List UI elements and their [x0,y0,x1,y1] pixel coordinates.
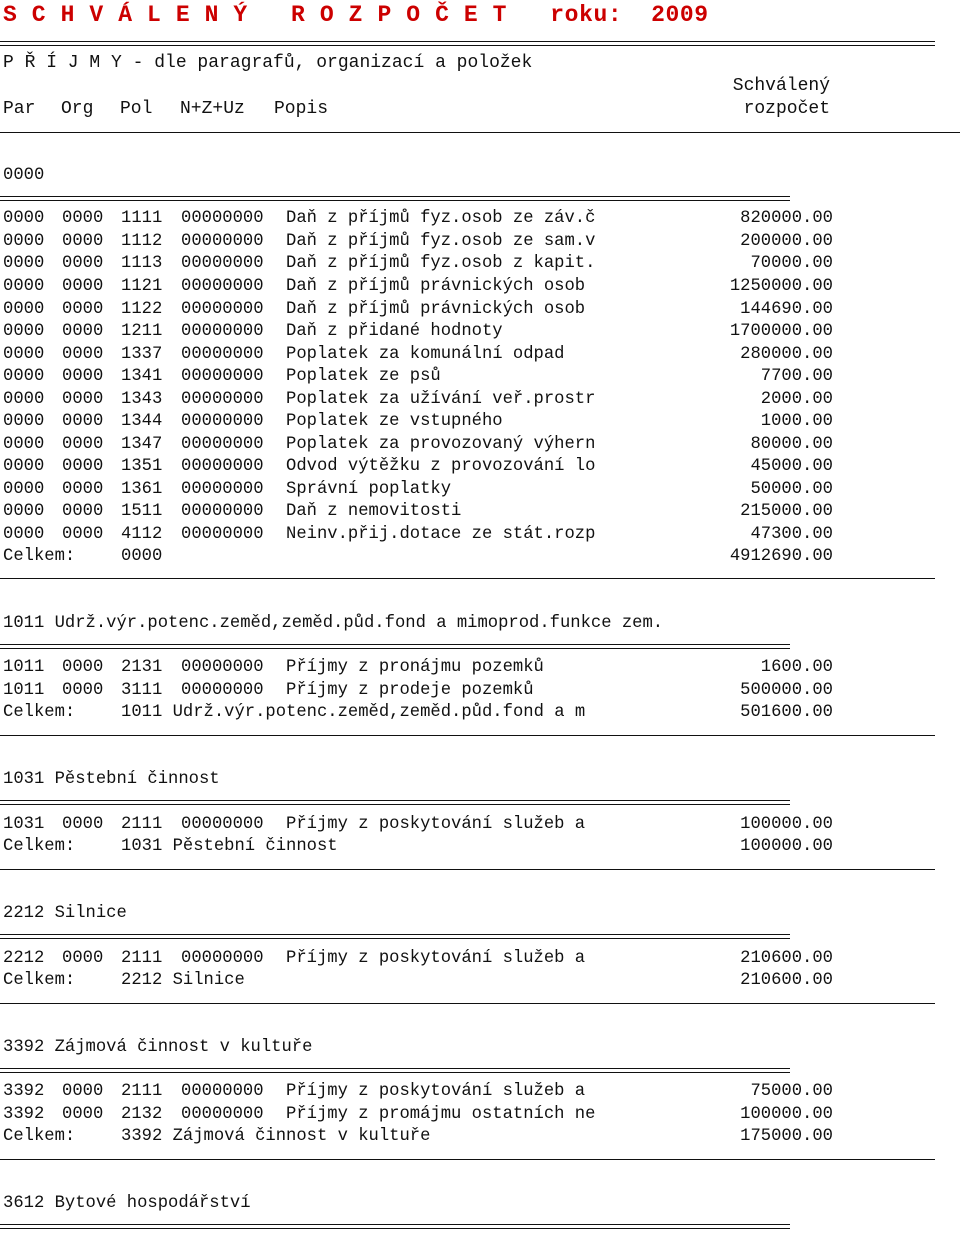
cell-popis: Příjmy z poskytování služeb a [286,815,586,834]
cell-pol: 1347 [121,435,163,454]
cell-nzu: 00000000 [181,502,264,521]
cell-popis: Poplatek za užívání veř.prostr [286,390,596,409]
cell-amount: 280000.00 [740,345,833,364]
cell-nzu: 00000000 [181,949,264,968]
cell-popis: Poplatek za komunální odpad [286,345,565,364]
cell-nzu: 00000000 [181,658,264,677]
cell-popis: Daň z příjmů právnických osob [286,300,586,319]
table-row [3,366,833,388]
cell-pol: 1343 [121,390,163,409]
cell-nzu: 00000000 [181,345,264,364]
cell-pol: 2111 [121,1082,163,1101]
table-row [3,501,833,523]
section-heading: 2212 Silnice [3,904,127,923]
cell-amount: 1700000.00 [729,322,833,341]
table-row [3,321,833,343]
cell-nzu: 00000000 [181,457,264,476]
cell-nzu: 00000000 [181,322,264,341]
cell-pol: 1351 [121,457,163,476]
cell-pol: 1361 [121,480,163,499]
total-amount: 175000.00 [740,1127,833,1146]
section-heading-divider [0,644,790,649]
total-amount: 210600.00 [740,971,833,990]
cell-par: 1011 [3,658,45,677]
section-heading: 3612 Bytové hospodářství [3,1194,251,1213]
cell-pol: 2132 [121,1105,163,1124]
table-row [3,524,833,546]
cell-par: 0000 [3,502,45,521]
cell-par: 0000 [3,345,45,364]
section-total-row [3,702,833,724]
cell-popis: Daň z příjmů právnických osob [286,277,586,296]
cell-org: 0000 [62,480,104,499]
cell-amount: 45000.00 [750,457,833,476]
cell-org: 0000 [62,412,104,431]
total-label: Celkem: [3,703,76,722]
cell-amount: 70000.00 [750,254,833,273]
total-text: 1031 Pěstební činnost [121,837,338,856]
section-heading: 3392 Zájmová činnost v kultuře [3,1038,313,1057]
cell-popis: Příjmy z poskytování služeb a [286,949,586,968]
cell-pol: 1211 [121,322,163,341]
section-heading: 0000 [3,166,45,185]
cell-popis: Daň z přidané hodnoty [286,322,503,341]
cell-amount: 47300.00 [750,525,833,544]
cell-nzu: 00000000 [181,435,264,454]
report-title: S C H V Á L E N Ý R O Z P O Č E T roku: 2009 [3,2,709,28]
cell-amount: 200000.00 [740,232,833,251]
cell-org: 0000 [62,277,104,296]
cell-par: 0000 [3,322,45,341]
total-label: Celkem: [3,1127,76,1146]
cell-nzu: 00000000 [181,525,264,544]
cell-par: 3392 [3,1082,45,1101]
cell-pol: 2111 [121,949,163,968]
table-row [3,299,833,321]
cell-par: 0000 [3,390,45,409]
table-row [3,456,833,478]
cell-org: 0000 [62,322,104,341]
section-heading-divider [0,800,790,805]
total-text: 1011 Udrž.výr.potenc.zeměd,zeměd.půd.fond a m [121,703,586,722]
cell-popis: Daň z příjmů fyz.osob z kapit. [286,254,596,273]
cell-nzu: 00000000 [181,209,264,228]
cell-par: 0000 [3,525,45,544]
cell-amount: 144690.00 [740,300,833,319]
cell-popis: Daň z příjmů fyz.osob ze záv.č [286,209,596,228]
table-row [3,814,833,836]
table-row [3,411,833,433]
column-header-nzu: N+Z+Uz [180,99,245,119]
cell-nzu: 00000000 [181,681,264,700]
cell-pol: 2131 [121,658,163,677]
report-subtitle: P Ř Í J M Y - dle paragrafů, organizací a položek [3,53,533,73]
cell-org: 0000 [62,390,104,409]
section-heading-divider [0,1224,790,1229]
table-row [3,434,833,456]
table-row [3,389,833,411]
cell-nzu: 00000000 [181,390,264,409]
section-heading-divider [0,1068,790,1073]
cell-popis: Odvod výtěžku z provozování lo [286,457,596,476]
cell-nzu: 00000000 [181,1082,264,1101]
cell-amount: 820000.00 [740,209,833,228]
cell-org: 0000 [62,457,104,476]
table-row [3,344,833,366]
cell-nzu: 00000000 [181,480,264,499]
cell-org: 0000 [62,1105,104,1124]
cell-amount: 100000.00 [740,1105,833,1124]
cell-org: 0000 [62,1082,104,1101]
cell-amount: 7700.00 [760,367,833,386]
cell-pol: 3111 [121,681,163,700]
cell-amount: 100000.00 [740,815,833,834]
total-label: Celkem: [3,547,76,566]
cell-org: 0000 [62,367,104,386]
cell-amount: 75000.00 [750,1082,833,1101]
cell-popis: Neinv.přij.dotace ze stát.rozp [286,525,596,544]
cell-pol: 1111 [121,209,163,228]
total-text: 0000 [121,547,163,566]
cell-org: 0000 [62,525,104,544]
cell-popis: Poplatek za provozovaný výhern [286,435,596,454]
cell-pol: 1337 [121,345,163,364]
cell-popis: Příjmy z promájmu ostatních ne [286,1105,596,1124]
cell-nzu: 00000000 [181,232,264,251]
section-heading-divider [0,934,790,939]
cell-nzu: 00000000 [181,1105,264,1124]
total-amount: 501600.00 [740,703,833,722]
section-heading: 1011 Udrž.výr.potenc.zeměd,zeměd.půd.fond a mimoprod.funkce zem. [3,614,664,633]
cell-org: 0000 [62,815,104,834]
cell-pol: 1122 [121,300,163,319]
cell-amount: 1600.00 [760,658,833,677]
cell-pol: 2111 [121,815,163,834]
cell-par: 0000 [3,232,45,251]
column-header-amount-line2: rozpočet [743,99,830,119]
cell-amount: 50000.00 [750,480,833,499]
cell-amount: 500000.00 [740,681,833,700]
table-row [3,1104,833,1126]
header-divider [0,132,960,133]
cell-popis: Daň z příjmů fyz.osob ze sam.v [286,232,596,251]
section-divider [0,869,935,870]
cell-pol: 1511 [121,502,163,521]
cell-popis: Příjmy z pronájmu pozemků [286,658,544,677]
section-heading: 1031 Pěstební činnost [3,770,220,789]
cell-org: 0000 [62,658,104,677]
cell-org: 0000 [62,300,104,319]
cell-popis: Správní poplatky [286,480,452,499]
cell-pol: 4112 [121,525,163,544]
cell-org: 0000 [62,254,104,273]
cell-popis: Daň z nemovitosti [286,502,462,521]
cell-par: 3392 [3,1105,45,1124]
cell-popis: Poplatek ze psů [286,367,441,386]
cell-nzu: 00000000 [181,367,264,386]
total-text: 2212 Silnice [121,971,245,990]
cell-amount: 210600.00 [740,949,833,968]
table-row [3,253,833,275]
cell-nzu: 00000000 [181,300,264,319]
section-total-row [3,1126,833,1148]
cell-par: 0000 [3,209,45,228]
cell-par: 2212 [3,949,45,968]
total-label: Celkem: [3,971,76,990]
column-header-par: Par [3,99,36,119]
table-row [3,1081,833,1103]
cell-pol: 1121 [121,277,163,296]
cell-pol: 1344 [121,412,163,431]
cell-org: 0000 [62,502,104,521]
cell-pol: 1113 [121,254,163,273]
title-divider [0,41,935,46]
total-amount: 4912690.00 [729,547,833,566]
cell-amount: 80000.00 [750,435,833,454]
cell-popis: Poplatek ze vstupného [286,412,503,431]
section-heading-divider [0,196,790,201]
section-total-row [3,546,833,568]
cell-org: 0000 [62,345,104,364]
total-amount: 100000.00 [740,837,833,856]
cell-org: 0000 [62,681,104,700]
cell-par: 0000 [3,435,45,454]
table-row [3,948,833,970]
cell-nzu: 00000000 [181,412,264,431]
column-header-popis: Popis [274,99,329,119]
cell-par: 0000 [3,480,45,499]
cell-par: 0000 [3,367,45,386]
cell-popis: Příjmy z poskytování služeb a [286,1082,586,1101]
table-row [3,479,833,501]
cell-nzu: 00000000 [181,254,264,273]
section-divider [0,735,935,736]
cell-amount: 2000.00 [760,390,833,409]
cell-par: 1011 [3,681,45,700]
section-divider [0,1159,935,1160]
cell-par: 1031 [3,815,45,834]
table-row [3,680,833,702]
cell-par: 0000 [3,277,45,296]
total-label: Celkem: [3,837,76,856]
cell-amount: 1250000.00 [729,277,833,296]
table-row [3,231,833,253]
table-row [3,276,833,298]
total-text: 3392 Zájmová činnost v kultuře [121,1127,431,1146]
table-row [3,208,833,230]
section-divider [0,1003,935,1004]
cell-popis: Příjmy z prodeje pozemků [286,681,534,700]
cell-org: 0000 [62,435,104,454]
table-row [3,657,833,679]
column-header-pol: Pol [120,99,153,119]
cell-org: 0000 [62,209,104,228]
cell-par: 0000 [3,300,45,319]
column-header-org: Org [61,99,94,119]
cell-org: 0000 [62,949,104,968]
cell-amount: 1000.00 [760,412,833,431]
cell-pol: 1341 [121,367,163,386]
section-total-row [3,970,833,992]
cell-org: 0000 [62,232,104,251]
section-divider [0,578,935,579]
cell-nzu: 00000000 [181,277,264,296]
column-header-amount-line1: Schválený [732,76,830,96]
cell-amount: 215000.00 [740,502,833,521]
cell-pol: 1112 [121,232,163,251]
cell-par: 0000 [3,457,45,476]
cell-par: 0000 [3,254,45,273]
section-total-row [3,836,833,858]
cell-nzu: 00000000 [181,815,264,834]
cell-par: 0000 [3,412,45,431]
